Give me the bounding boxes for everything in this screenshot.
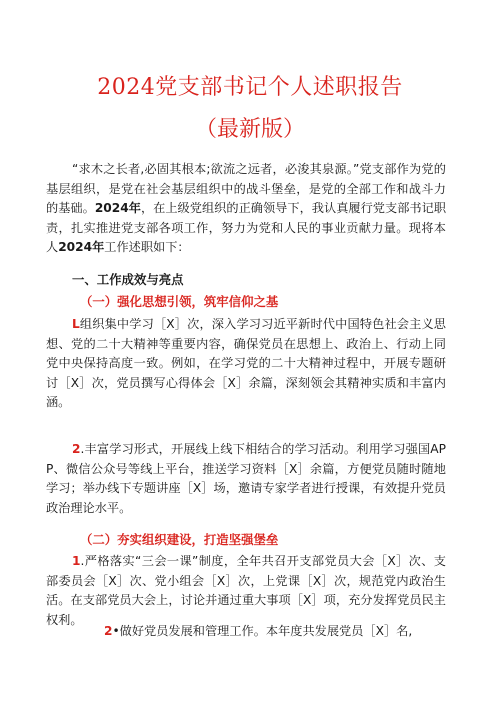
subsection1-paragraph-2 [46, 440, 446, 518]
paragraph-text: 组织集中学习［X］次，深入学习习近平新时代中国特色社会主义思想、党的二十大精神等重要内容，确保党员在思想上、政治上、行动上同党中央保持高度一致。例如，在学习党的二十大精神过程中，开展专题研讨［X］次，党员撰写心得体会［X］余篇，深刻领会其精神实质和丰富内涵。 [46, 317, 446, 410]
intro-text-b: ，在上级党组织的正确领导下，我认真履行党支部书记职责，扎实推进党支部各项工作，努力为党和人民的事业贡献力量。现将本人 [46, 201, 447, 255]
section1-heading: 一、工作成效与亮点 [72, 272, 184, 287]
paragraph-number: L [72, 317, 80, 331]
subsection2-heading: （二）夯实组织建设，打造坚强堡垒 [80, 532, 279, 547]
paragraph-text: •做好党员发展和管理工作。本年度共发展党员［X］名, [112, 624, 413, 638]
paragraph-number: 2 [104, 624, 113, 638]
intro-text-a: “求木之长者,必固其根本;欲流之远者，必浚其泉源。”党支部作为党的基层组织，是党在社会基层组织中的战斗堡垒，是党的全部工作和战斗力的基础。 [46, 162, 446, 216]
intro-year: 2024年 [94, 201, 141, 216]
subsection1-paragraph-1 [46, 315, 446, 413]
intro-text-c: 工作述职如下： [104, 240, 190, 255]
subsection2-paragraph-2 [104, 622, 434, 642]
subsection2-paragraph-1 [46, 552, 446, 630]
document-title: 2024党支部书记个人述职报告 [97, 75, 403, 100]
document-subtitle: （最新版） [194, 117, 305, 142]
paragraph-number: 2 [72, 442, 81, 456]
intro-paragraph [46, 160, 446, 258]
paragraph-text: .严格落实“三会一课”制度，全年共召开支部党员大会［X］次、支部委员会［X］次、党小组会［X］次，上党课［X］次，规范党内政治生活。在支部党员大会上，讨论并通过重大事项［X］项，充分发挥党员民主权利。 [46, 554, 446, 627]
paragraph-number: 1 [72, 554, 81, 568]
paragraph-text: .丰富学习形式，开展线上线下相结合的学习活动。利用学习强国APP、微信公众号等线上平台，推送学习资料［X］余篇，方便党员随时随地学习；举办线下专题讲座［X］场，邀请专家学者进行授课，有效提升党员政治理论水平。 [46, 442, 446, 515]
subsection1-heading: （一）强化思想引领，筑牢信仰之基 [80, 294, 279, 309]
intro-year-2: 2024年 [58, 240, 105, 255]
